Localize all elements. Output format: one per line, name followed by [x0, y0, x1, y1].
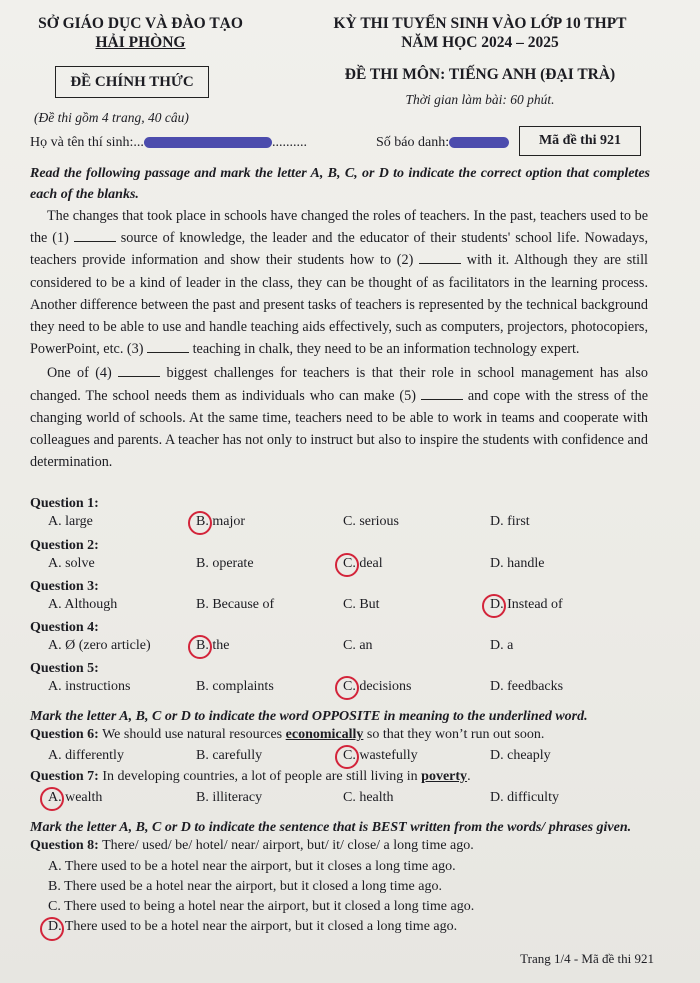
- answer-circle-icon: [482, 594, 506, 618]
- question-4-label: Question 4:: [30, 620, 99, 635]
- q3-option-b[interactable]: B. Because of: [196, 597, 275, 612]
- q2-option-b[interactable]: B. operate: [196, 556, 254, 571]
- q4-option-d[interactable]: D. a: [490, 638, 514, 653]
- q3-option-d[interactable]: D. Instead of: [490, 597, 563, 612]
- department-name: SỞ GIÁO DỤC VÀ ĐÀO TẠO: [38, 15, 243, 32]
- answer-circle-icon: [335, 676, 359, 700]
- q5-option-d[interactable]: D. feedbacks: [490, 679, 564, 694]
- q5-option-c[interactable]: C. decisions: [343, 679, 412, 694]
- question-3-label: Question 3:: [30, 579, 99, 594]
- blank-3: [147, 342, 189, 353]
- answer-circle-icon: [40, 787, 64, 811]
- answer-circle-icon: [188, 511, 212, 535]
- q6-option-c[interactable]: C. wastefully: [343, 748, 418, 763]
- blank-1: [74, 231, 116, 242]
- section1-instruction: Read the following passage and mark the letter A, B, C, or D to indicate the correct option that completes each of the blanks.: [30, 166, 650, 202]
- answer-circle-icon: [40, 917, 64, 941]
- question-6-label: Question 6:: [30, 727, 99, 742]
- answer-circle-icon: [188, 635, 212, 659]
- page-note: (Đề thi gồm 4 trang, 40 câu): [34, 110, 189, 125]
- q6-option-b[interactable]: B. carefully: [196, 748, 263, 763]
- answer-circle-icon: [335, 745, 359, 769]
- candidate-name-dots: ..........: [271, 135, 307, 150]
- redaction-scribble-icon: [144, 137, 272, 148]
- department-header: [18, 14, 263, 52]
- candidate-number-line: [376, 135, 509, 151]
- exam-code-box: Mã đề thi 921: [519, 126, 641, 156]
- underlined-word: economically: [285, 727, 364, 742]
- underlined-word: poverty: [421, 769, 468, 784]
- q2-option-a[interactable]: A. solve: [48, 556, 95, 571]
- blank-5: [421, 389, 463, 400]
- q1-option-d[interactable]: D. first: [490, 514, 530, 529]
- exam-header: [290, 14, 670, 109]
- department-city: HẢI PHÒNG: [95, 34, 186, 51]
- candidate-number-label: Số báo danh:: [376, 135, 450, 150]
- q8-option-b[interactable]: B. There used be a hotel near the airport, but it closed a long time ago.: [48, 879, 442, 894]
- question-2-label: Question 2:: [30, 538, 99, 553]
- q4-option-a[interactable]: A. Ø (zero article): [48, 638, 151, 653]
- question-1-label: Question 1:: [30, 496, 99, 511]
- question-7-label: Question 7:: [30, 769, 99, 784]
- candidate-name-label: Họ và tên thí sinh:...: [30, 135, 144, 150]
- blank-4: [118, 366, 160, 377]
- exam-time: Thời gian làm bài: 60 phút.: [405, 92, 555, 107]
- question-5-label: Question 5:: [30, 661, 99, 676]
- section2-instruction: Mark the letter A, B, C or D to indicate the word OPPOSITE in meaning to the underlined word.: [30, 709, 588, 724]
- q7-option-a[interactable]: A. wealth: [48, 790, 103, 805]
- q2-option-c[interactable]: C. deal: [343, 556, 383, 571]
- q5-option-a[interactable]: A. instructions: [48, 679, 131, 694]
- question-8-label: Question 8:: [30, 838, 99, 853]
- q3-option-c[interactable]: C. But: [343, 597, 380, 612]
- q8-option-a[interactable]: A. There used to be a hotel near the airport, but it closes a long time ago.: [48, 859, 456, 874]
- section3-instruction: Mark the letter A, B, C or D to indicate the sentence that is BEST written from the words/ phrases given.: [30, 820, 632, 835]
- q1-option-b[interactable]: B. major: [196, 514, 245, 529]
- q6-option-d[interactable]: D. cheaply: [490, 748, 551, 763]
- exam-title: KỲ THI TUYỂN SINH VÀO LỚP 10 THPT: [333, 15, 627, 32]
- q8-option-c[interactable]: C. There used to being a hotel near the airport, but it closed a long time ago.: [48, 899, 475, 914]
- exam-year: NĂM HỌC 2024 – 2025: [401, 34, 559, 51]
- q5-option-b[interactable]: B. complaints: [196, 679, 274, 694]
- question-8-line: Question 8: There/ used/ be/ hotel/ near/ airport, but/ it/ close/ a long time ago.: [30, 838, 474, 853]
- page-footer: Trang 1/4 - Mã đề thi 921: [520, 951, 654, 966]
- q4-option-c[interactable]: C. an: [343, 638, 373, 653]
- q7-option-b[interactable]: B. illiteracy: [196, 790, 263, 805]
- q4-option-b[interactable]: B. the: [196, 638, 230, 653]
- q8-option-d[interactable]: D. There used to be a hotel near the airport, but it closed a long time ago.: [48, 919, 458, 934]
- q1-option-c[interactable]: C. serious: [343, 514, 399, 529]
- q2-option-d[interactable]: D. handle: [490, 556, 545, 571]
- question-6-line: Question 6: We should use natural resources economically so that they won’t run out soon.: [30, 727, 545, 742]
- reading-passage: [30, 205, 648, 473]
- blank-2: [419, 253, 461, 264]
- exam-subject: ĐỀ THI MÔN: TIẾNG ANH (ĐẠI TRÀ): [344, 66, 616, 83]
- passage-paragraph-2: One of (4) biggest challenges for teachers is that their role in school management has also changed. The school needs them as individuals who can make (5) and cope with the stress of the changing world of schools. At the same time, teachers need to be able to work in teams and cooperate with colleagues and parents. A teacher has not only to instruct but also to inspire the students with confidence and determination.: [30, 365, 648, 471]
- official-badge: ĐỀ CHÍNH THỨC: [55, 66, 209, 98]
- q7-option-d[interactable]: D. difficulty: [490, 790, 559, 805]
- q6-option-a[interactable]: A. differently: [48, 748, 124, 763]
- q3-option-a[interactable]: A. Although: [48, 597, 118, 612]
- redaction-scribble-icon: [449, 137, 509, 148]
- q1-option-a[interactable]: A. large: [48, 514, 93, 529]
- answer-circle-icon: [335, 553, 359, 577]
- candidate-name-line: [30, 135, 307, 151]
- q7-option-c[interactable]: C. health: [343, 790, 394, 805]
- passage-paragraph-1: The changes that took place in schools have changed the roles of teachers. In the past, teachers used to be the (1) source of knowledge, the leader and the educator of their students' school life. Nowadays, teachers provide information and show their students how to (2) with it. Although they are still considered to be a kind of leader in the class, they can be thought of as facilitators in the learning process. Another difference between the past and present tasks of teachers is represented by the technical background they need to be able to use and handle teaching aids effectively, such as computers, projectors, photocopiers, PowerPoint, etc. (3) teaching in chalk, they need to be an information technology expert.: [30, 208, 648, 358]
- question-7-line: Question 7: In developing countries, a lot of people are still living in poverty.: [30, 769, 471, 784]
